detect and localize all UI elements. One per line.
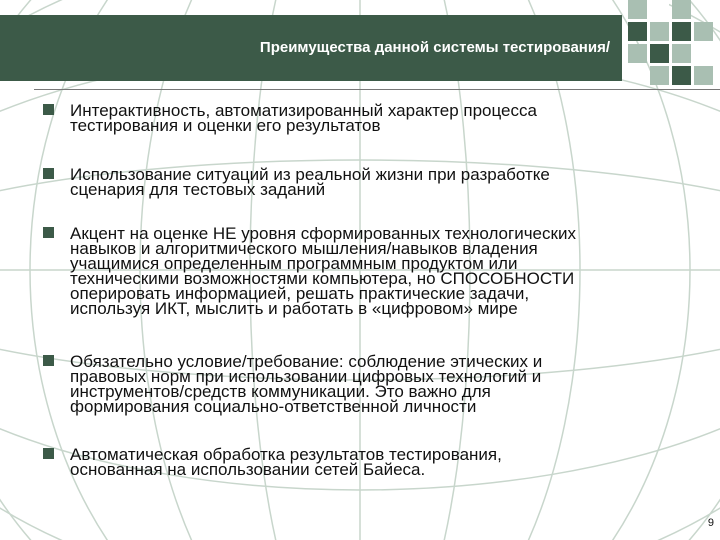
square-bullet-icon bbox=[43, 104, 54, 115]
slide-title: Преимущества данной системы тестирования/ bbox=[259, 39, 610, 56]
bullet-line: Обязательно условие/требование: соблюдение этических и bbox=[70, 352, 543, 371]
bullet-line: Акцент на оценке НЕ уровня сформированных технологических bbox=[70, 224, 576, 243]
bullet-item bbox=[70, 447, 685, 477]
bullet-item bbox=[70, 354, 685, 414]
bullet-item bbox=[70, 167, 685, 197]
bullet-item bbox=[70, 103, 685, 133]
bullet-line: оперировать информацией, решать практические задачи, bbox=[70, 284, 530, 303]
bullet-line: тестирования и оценки его результатов bbox=[70, 116, 381, 135]
bullet-line: навыков и алгоритмического мышления/навыков владения bbox=[70, 239, 538, 258]
bullet-line: Автоматическая обработка результатов тестирования, bbox=[70, 445, 502, 464]
bullet-line: техническими возможностями компьютера, но СПОСОБНОСТИ bbox=[70, 269, 575, 288]
bullet-line: учащимися определенным программным продуктом или bbox=[70, 254, 518, 273]
square-bullet-icon bbox=[43, 355, 54, 366]
square-bullet-icon bbox=[43, 168, 54, 179]
bullet-line: Интерактивность, автоматизированный характер процесса bbox=[70, 101, 537, 120]
bullet-line: формирования социально-ответственной личности bbox=[70, 397, 477, 416]
page-number: 9 bbox=[707, 517, 714, 529]
bullet-item bbox=[70, 226, 685, 316]
bullet-line: используя ИКТ, мыслить и работать в «цифровом» мире bbox=[70, 299, 518, 318]
bullet-line: правовых норм при использовании цифровых технологий и bbox=[70, 367, 542, 386]
square-bullet-icon bbox=[43, 448, 54, 459]
bullet-line: основанная на использовании сетей Байеса. bbox=[70, 460, 426, 479]
bullet-line: сценария для тестовых заданий bbox=[70, 180, 326, 199]
square-bullet-icon bbox=[43, 227, 54, 238]
bullet-line: Использование ситуаций из реальной жизни при разработке bbox=[70, 165, 550, 184]
bullet-line: инструментов/средств коммуникации. Это важно для bbox=[70, 382, 491, 401]
